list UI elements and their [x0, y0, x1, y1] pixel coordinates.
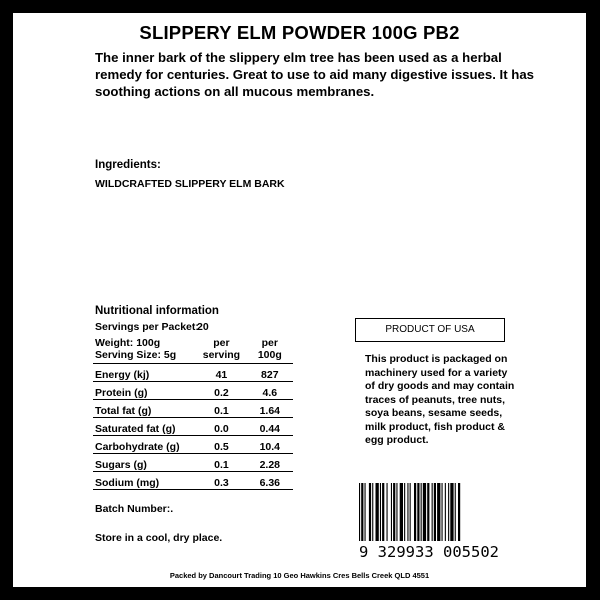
barcode-bar — [359, 483, 360, 547]
barcode-bar — [365, 483, 366, 547]
table-row — [93, 436, 293, 454]
product-label — [13, 13, 586, 587]
per-serving-value: 0.1 — [196, 454, 246, 472]
nutrient-name: Saturated fat (g) — [93, 418, 196, 436]
nutrition-heading: Nutritional information — [95, 305, 219, 317]
barcode-bar — [458, 483, 460, 547]
table-row — [93, 382, 293, 400]
per-100g-value: 0.44 — [247, 418, 293, 436]
table-row — [93, 454, 293, 472]
table-row — [93, 400, 293, 418]
barcode-bar — [414, 483, 416, 547]
nutrient-name: Sodium (mg) — [93, 472, 196, 490]
nutrition-table-header — [93, 337, 293, 364]
servings-value: 20 — [197, 321, 209, 333]
storage-instructions: Store in a cool, dry place. — [95, 532, 223, 544]
barcode-bar — [387, 483, 388, 547]
barcode-bar — [361, 483, 363, 547]
header-per-100g: per 100g — [257, 337, 282, 361]
per-100g-value: 4.6 — [247, 382, 293, 400]
barcode — [355, 483, 503, 561]
barcode-bar — [407, 483, 408, 547]
per-100g-value: 827 — [247, 364, 293, 382]
nutrient-name: Sugars (g) — [93, 454, 196, 472]
barcode-bar — [423, 483, 426, 547]
weight-text: Weight: 100g — [95, 337, 161, 349]
servings-per-packet — [95, 321, 209, 333]
barcode-bar — [427, 483, 429, 547]
nutrition-table — [93, 337, 293, 490]
table-row — [93, 364, 293, 382]
barcode-bar — [421, 483, 422, 547]
barcode-bar — [448, 483, 449, 547]
nutrient-name: Carbohydrate (g) — [93, 436, 196, 454]
per-100g-value: 6.36 — [247, 472, 293, 490]
barcode-digits: 9 329933 005502 — [359, 543, 499, 561]
nutrient-name: Energy (kj) — [93, 364, 196, 382]
barcode-bar — [442, 483, 443, 547]
barcode-bar — [369, 483, 371, 547]
barcode-bar — [434, 483, 436, 547]
barcode-bar — [376, 483, 379, 547]
barcode-bar — [372, 483, 373, 547]
barcode-bar — [455, 483, 456, 547]
per-serving-value: 0.3 — [196, 472, 246, 490]
ingredients-value: WILDCRAFTED SLIPPERY ELM BARK — [95, 178, 285, 190]
barcode-bar — [417, 483, 419, 547]
per-serving-value: 0.0 — [196, 418, 246, 436]
barcode-graphic — [355, 483, 503, 561]
barcode-bar — [393, 483, 395, 547]
table-row — [93, 418, 293, 436]
per-serving-value: 41 — [196, 364, 246, 382]
ingredients-heading: Ingredients: — [95, 159, 161, 171]
barcode-bar — [400, 483, 403, 547]
header-weight-serving — [93, 337, 196, 364]
per-100g-value: 10.4 — [247, 436, 293, 454]
header-per-serving: per serving — [202, 337, 241, 361]
barcode-bar — [450, 483, 453, 547]
barcode-bar — [382, 483, 384, 547]
per-serving-value: 0.5 — [196, 436, 246, 454]
origin-box: PRODUCT OF USA — [355, 318, 505, 342]
per-100g-value: 2.28 — [247, 454, 293, 472]
barcode-bar — [380, 483, 381, 547]
barcode-bar — [437, 483, 440, 547]
barcode-bar — [396, 483, 397, 547]
allergen-warning: This product is packaged on machinery used for a variety of dry goods and may contain traces of peanuts, tree nuts, soya beans, sesame seeds, milk product, fish product & egg product. — [365, 353, 515, 446]
barcode-bar — [432, 483, 433, 547]
batch-number: Batch Number:. — [95, 503, 174, 515]
per-serving-value: 0.2 — [196, 382, 246, 400]
barcode-bar — [410, 483, 411, 547]
per-100g-value: 1.64 — [247, 400, 293, 418]
barcode-bar — [404, 483, 405, 547]
barcode-bar — [445, 483, 446, 547]
barcode-bar — [391, 483, 392, 547]
per-serving-value: 0.1 — [196, 400, 246, 418]
table-row — [93, 472, 293, 490]
packed-by: Packed by Dancourt Trading 10 Geo Hawkins Cres Bells Creek QLD 4551 — [169, 571, 430, 580]
product-description: The inner bark of the slippery elm tree has been used as a herbal remedy for centuries. Great to use to aid many digestive issues. It has soothing actions on all mucous membranes. — [95, 50, 534, 99]
servings-label: Servings per Packet: — [95, 321, 199, 333]
serving-size-text: Serving Size: 5g — [95, 349, 177, 361]
nutrient-name: Protein (g) — [93, 382, 196, 400]
nutrient-name: Total fat (g) — [93, 400, 196, 418]
product-title: SLIPPERY ELM POWDER 100G PB2 — [139, 22, 460, 43]
